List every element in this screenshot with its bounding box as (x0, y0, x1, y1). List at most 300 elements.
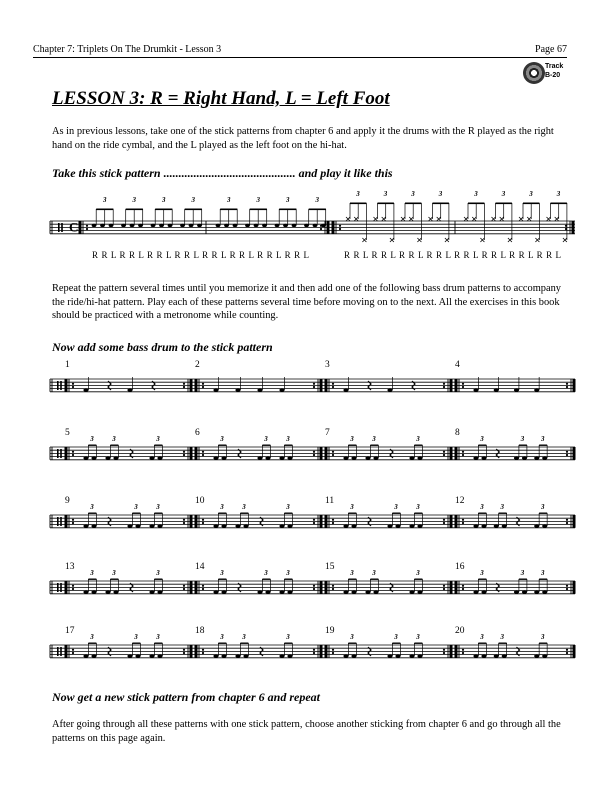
repeat-dot (565, 225, 567, 227)
note-beam (478, 579, 486, 580)
repeat-dot (86, 228, 88, 230)
triplet-mark: 3 (315, 196, 320, 204)
repeat-dot (332, 585, 334, 587)
note-beam (348, 513, 356, 514)
repeat-dot (332, 649, 334, 651)
repeat-dot (313, 519, 315, 521)
bass-note-head (221, 590, 226, 594)
note-beam (218, 445, 226, 446)
bass-note-head (257, 456, 262, 460)
note-beam (240, 513, 248, 514)
bass-note-head (287, 456, 292, 460)
repeat-dot (332, 652, 334, 654)
repeat-dot (443, 588, 445, 590)
repeat-paragraph: Repeat the pattern several times until you memorize it and then add one of the following bass drum patterns to accompany the ride/hi-hat pattern. Play each of these patterns several time before moving on to the next. All the exercises in this book should be practiced with a metronome while counting. (52, 283, 561, 321)
repeat-dot (313, 588, 315, 590)
note-beam (370, 445, 378, 446)
repeat-dot (320, 225, 322, 227)
running-header-chapter: Chapter 7: Triplets On The Drumkit - Lesson 3 (33, 44, 222, 55)
bass-note-head (395, 654, 400, 658)
exercise-number: 12 (455, 496, 465, 506)
repeat-dot (72, 519, 74, 521)
triplet-mark: 3 (90, 503, 94, 511)
note-beam (433, 203, 449, 205)
bass-note-head (257, 388, 262, 392)
stick-pattern-sticking: R R L R R L R R L R R L R R L R R L R R L R R L (92, 250, 310, 260)
note-beam (523, 203, 539, 205)
bass-note-head (83, 590, 88, 594)
bass-note-head (91, 524, 96, 528)
bass-note-head (287, 524, 292, 528)
percussion-clef (57, 647, 59, 656)
bass-note-head (83, 456, 88, 460)
bass-note-head (213, 524, 218, 528)
bass-note-head (514, 456, 519, 460)
bass-note-head (127, 388, 132, 392)
repeat-dot (320, 228, 322, 230)
bass-note-head (481, 524, 486, 528)
bass-note-head (502, 654, 507, 658)
note-beam (155, 209, 172, 211)
percussion-clef (60, 583, 62, 592)
note-head (313, 224, 318, 227)
note-head (197, 224, 202, 227)
bass-note-head (473, 654, 478, 658)
triplet-mark: 3 (500, 633, 504, 641)
repeat-dot (443, 522, 445, 524)
triplet-mark: 3 (112, 435, 116, 443)
repeat-dot (183, 519, 185, 521)
bass-note-head (105, 456, 110, 460)
percussion-clef (57, 381, 59, 390)
bass-note-head (83, 388, 88, 392)
note-beam (499, 643, 507, 644)
repeat-dot (72, 522, 74, 524)
note-beam (539, 579, 547, 580)
bass-note-head (213, 388, 218, 392)
bass-note-head (113, 590, 118, 594)
repeat-dot (202, 451, 204, 453)
exercise-number: 13 (65, 562, 75, 572)
repeat-dot (72, 383, 74, 385)
repeat-dot (202, 386, 204, 388)
triplet-mark: 3 (480, 435, 484, 443)
note-head (275, 224, 280, 227)
percussion-clef (60, 647, 62, 656)
note-beam (262, 579, 270, 580)
bass-note-head (514, 590, 519, 594)
bass-note-head (91, 456, 96, 460)
triplet-mark: 3 (480, 503, 484, 511)
bass-note-head (534, 388, 539, 392)
repeat-dot (313, 386, 315, 388)
bass-note-head (502, 524, 507, 528)
repeat-dot (443, 519, 445, 521)
repeat-dot (72, 652, 74, 654)
note-beam (350, 203, 366, 205)
triplet-mark: 3 (350, 503, 354, 511)
note-beam (519, 579, 527, 580)
repeat-dot (339, 225, 341, 227)
note-beam (309, 209, 326, 211)
triplet-mark: 3 (286, 503, 290, 511)
bass-note-head (365, 456, 370, 460)
bass-note-head (279, 654, 284, 658)
repeat-dot (332, 451, 334, 453)
repeat-dot (183, 652, 185, 654)
triplet-mark: 3 (220, 503, 224, 511)
bass-note-head (409, 654, 414, 658)
bass-note-head (494, 654, 499, 658)
repeat-dot (332, 386, 334, 388)
bass-note-head (522, 590, 527, 594)
note-head (254, 224, 259, 227)
note-beam (392, 513, 400, 514)
repeat-dot (566, 585, 568, 587)
bass-note-head (409, 524, 414, 528)
bass-note-head (279, 456, 284, 460)
bass-note-head (221, 524, 226, 528)
bass-note-head (395, 524, 400, 528)
bass-note-head (213, 590, 218, 594)
triplet-mark: 3 (383, 190, 388, 198)
repeat-dot (183, 522, 185, 524)
triplet-mark: 3 (264, 435, 268, 443)
triplet-mark: 3 (242, 633, 246, 641)
triplet-mark: 3 (156, 435, 160, 443)
repeat-dot (462, 649, 464, 651)
bass-note-head (113, 456, 118, 460)
triplet-mark: 3 (416, 633, 420, 641)
repeat-dot (462, 519, 464, 521)
note-beam (218, 579, 226, 580)
bass-note-head (213, 654, 218, 658)
note-beam (250, 209, 267, 211)
triplet-mark: 3 (350, 435, 354, 443)
cd-track-label: Track (545, 63, 564, 70)
triplet-mark: 3 (156, 633, 160, 641)
note-head (233, 224, 238, 227)
triplet-mark: 3 (156, 569, 160, 577)
bass-note-head (149, 524, 154, 528)
exercise-number: 17 (65, 626, 75, 636)
repeat-dot (202, 588, 204, 590)
note-beam (88, 445, 96, 446)
bass-note-head (522, 456, 527, 460)
bass-note-head (149, 456, 154, 460)
bass-note-head (257, 590, 262, 594)
note-head (216, 224, 221, 227)
note-beam (132, 643, 140, 644)
exercise-number: 10 (195, 496, 205, 506)
note-beam (414, 643, 422, 644)
percussion-clef (57, 449, 59, 458)
exercise-number: 4 (455, 360, 460, 370)
bass-note-head (91, 590, 96, 594)
triplet-mark: 3 (520, 435, 525, 443)
bass-note-head (542, 524, 547, 528)
note-beam (110, 579, 118, 580)
bass-note-head (287, 590, 292, 594)
note-beam (348, 579, 356, 580)
bass-note-head (417, 590, 422, 594)
note-head (304, 224, 309, 227)
triplet-mark: 3 (372, 435, 376, 443)
bass-note-head (351, 524, 356, 528)
repeat-dot (183, 386, 185, 388)
triplet-mark: 3 (556, 190, 561, 198)
bass-note-head (135, 524, 140, 528)
bass-note-head (91, 654, 96, 658)
repeat-dot (183, 588, 185, 590)
note-beam (88, 643, 96, 644)
repeat-dot (443, 383, 445, 385)
repeat-dot (202, 454, 204, 456)
note-head (180, 224, 185, 227)
triplet-mark: 3 (112, 569, 116, 577)
repeat-dot (183, 451, 185, 453)
bass-note-head (157, 590, 162, 594)
note-beam (110, 445, 118, 446)
note-beam (539, 643, 547, 644)
exercise-number: 1 (65, 360, 70, 370)
note-beam (414, 513, 422, 514)
triplet-mark: 3 (541, 503, 545, 511)
bass-note-head (279, 388, 284, 392)
repeat-dot (566, 588, 568, 590)
exercise-number: 8 (455, 428, 460, 438)
repeat-dot (443, 652, 445, 654)
repeat-dot (566, 454, 568, 456)
triplet-mark: 3 (156, 503, 160, 511)
bass-note-head (157, 654, 162, 658)
note-beam (185, 209, 202, 211)
bass-note-head (417, 654, 422, 658)
bass-note-head (417, 524, 422, 528)
page-number: Page 67 (535, 44, 567, 55)
triplet-mark: 3 (286, 569, 290, 577)
repeat-dot (565, 228, 567, 230)
bass-note-head (343, 388, 348, 392)
repeat-dot (313, 451, 315, 453)
bass-note-head (243, 524, 248, 528)
note-beam (539, 445, 547, 446)
note-beam (392, 643, 400, 644)
closing-paragraph: After going through all these patterns with one stick pattern, choose another sticking from chapter 6 and go through all the patterns on this page again. (52, 719, 561, 744)
bass-note-head (542, 654, 547, 658)
note-beam (478, 643, 486, 644)
exercise-number: 11 (325, 496, 335, 506)
repeat-dot (443, 585, 445, 587)
exercise-number: 15 (325, 562, 335, 572)
exercise-number: 20 (455, 626, 465, 636)
repeat-dot (72, 454, 74, 456)
repeat-dot (462, 585, 464, 587)
note-head (92, 224, 97, 227)
triplet-mark: 3 (220, 633, 224, 641)
note-beam (284, 513, 292, 514)
note-beam (132, 513, 140, 514)
triplet-mark: 3 (256, 196, 261, 204)
bass-note-head (473, 456, 478, 460)
note-head (130, 224, 135, 227)
repeat-dot (566, 519, 568, 521)
bass-note-head (149, 590, 154, 594)
repeat-dot (339, 228, 341, 230)
note-beam (154, 445, 162, 446)
triplet-mark: 3 (286, 196, 290, 204)
exercise-number: 19 (325, 626, 335, 636)
bass-note-head (534, 590, 539, 594)
exercise-number: 2 (195, 360, 200, 370)
repeat-dot (72, 386, 74, 388)
note-beam (414, 579, 422, 580)
repeat-dot (566, 386, 568, 388)
repeat-dot (313, 649, 315, 651)
percussion-clef (61, 223, 63, 232)
repeat-dot (332, 519, 334, 521)
exercise-number: 6 (195, 428, 200, 438)
note-beam (284, 445, 292, 446)
bass-note-head (127, 654, 132, 658)
note-head (262, 224, 267, 227)
bass-note-head (83, 524, 88, 528)
percussion-clef (58, 223, 60, 232)
repeat-dot (462, 522, 464, 524)
bass-note-head (409, 590, 414, 594)
bass-note-head (157, 456, 162, 460)
triplet-mark: 3 (520, 569, 525, 577)
note-beam (154, 643, 162, 644)
bass-note-head (279, 590, 284, 594)
repeat-dot (462, 383, 464, 385)
new-pattern-heading: Now get a new stick pattern from chapter 6 and repeat (52, 690, 320, 704)
bass-note-head (265, 590, 270, 594)
bass-note-head (105, 590, 110, 594)
bass-drum-heading: Now add some bass drum to the stick pattern (52, 340, 273, 354)
bass-note-head (221, 456, 226, 460)
bass-note-head (481, 654, 486, 658)
bass-note-head (365, 590, 370, 594)
exercise-number: 14 (195, 562, 205, 572)
bass-note-head (417, 456, 422, 460)
bass-note-head (351, 456, 356, 460)
percussion-clef (60, 381, 62, 390)
note-beam (405, 203, 421, 205)
triplet-mark: 3 (350, 569, 354, 577)
bass-note-head (473, 388, 478, 392)
bass-note-head (373, 590, 378, 594)
triplet-mark: 3 (411, 190, 415, 198)
repeat-dot (332, 454, 334, 456)
percussion-clef (60, 517, 62, 526)
repeat-dot (462, 454, 464, 456)
repeat-dot (443, 386, 445, 388)
repeat-dot (202, 649, 204, 651)
note-beam (499, 513, 507, 514)
triplet-mark: 3 (541, 569, 545, 577)
bass-note-head (534, 524, 539, 528)
bass-note-head (514, 388, 519, 392)
repeat-dot (462, 386, 464, 388)
repeat-dot (183, 383, 185, 385)
triplet-mark: 3 (416, 435, 420, 443)
bass-note-head (542, 590, 547, 594)
repeat-dot (313, 585, 315, 587)
repeat-dot (566, 383, 568, 385)
triplet-mark: 3 (416, 503, 420, 511)
exercise-number: 9 (65, 496, 70, 506)
triplet-mark: 3 (394, 503, 398, 511)
triplet-mark: 3 (132, 196, 137, 204)
exercise-number: 18 (195, 626, 205, 636)
note-beam (519, 445, 527, 446)
repeat-dot (183, 585, 185, 587)
repeat-dot (313, 652, 315, 654)
triplet-mark: 3 (286, 633, 290, 641)
repeat-dot (183, 454, 185, 456)
triplet-mark: 3 (480, 633, 484, 641)
take-pattern-heading: Take this stick pattern ............................................ and play it like this (52, 166, 393, 180)
percussion-clef (57, 517, 59, 526)
bass-note-head (542, 456, 547, 460)
repeat-dot (443, 454, 445, 456)
intro-paragraph: As in previous lessons, take one of the stick patterns from chapter 6 and apply it the drums with the R played as the right hand on the ride cymbal, and the L played as the left foot on the hi-hat. (52, 126, 554, 151)
note-beam (88, 513, 96, 514)
bass-note-head (387, 654, 392, 658)
bass-note-head (481, 590, 486, 594)
bass-note-head (351, 590, 356, 594)
note-head (109, 224, 114, 227)
repeat-dot (313, 522, 315, 524)
repeat-dot (443, 451, 445, 453)
lesson-title: LESSON 3: R = Right Hand, L = Left Foot (52, 88, 390, 109)
bass-note-head (387, 524, 392, 528)
note-beam (218, 513, 226, 514)
triplet-mark: 3 (541, 435, 545, 443)
triplet-mark: 3 (162, 196, 166, 204)
note-head (224, 224, 229, 227)
bass-note-head (235, 654, 240, 658)
groove-pattern-sticking: R R L R R L R R L R R L R R L R R L R R L R R L (344, 250, 562, 260)
triplet-mark: 3 (90, 569, 94, 577)
bass-note-head (343, 456, 348, 460)
triplet-mark: 3 (220, 569, 224, 577)
repeat-dot (202, 522, 204, 524)
note-head (283, 224, 288, 227)
repeat-dot (332, 522, 334, 524)
note-beam (478, 513, 486, 514)
bass-note-head (287, 654, 292, 658)
note-beam (96, 209, 113, 211)
repeat-dot (443, 649, 445, 651)
repeat-dot (202, 383, 204, 385)
bass-note-head (221, 654, 226, 658)
note-beam (478, 445, 486, 446)
triplet-mark: 3 (474, 190, 478, 198)
note-beam (220, 209, 237, 211)
bass-note-head (127, 524, 132, 528)
bass-note-head (351, 654, 356, 658)
bass-note-head (534, 456, 539, 460)
triplet-mark: 3 (220, 435, 224, 443)
repeat-dot (462, 451, 464, 453)
note-beam (378, 203, 394, 205)
percussion-clef (60, 449, 62, 458)
note-head (121, 224, 126, 227)
note-beam (551, 203, 567, 205)
percussion-clef (57, 583, 59, 592)
